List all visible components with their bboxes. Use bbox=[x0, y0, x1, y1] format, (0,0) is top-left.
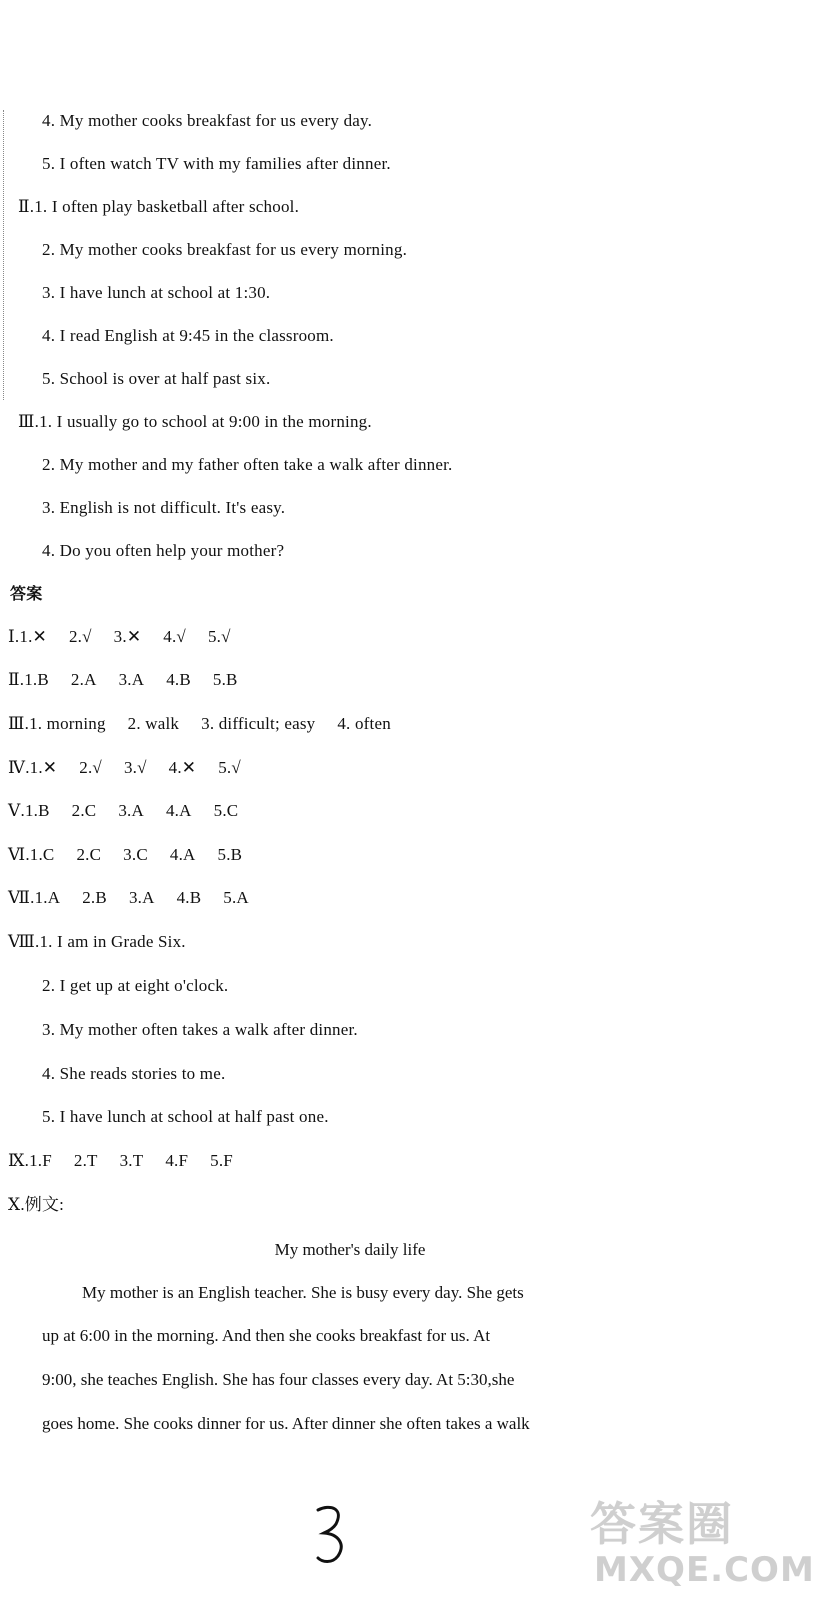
handwritten-three-icon bbox=[308, 1500, 358, 1570]
answer-line: 3. My mother often takes a walk after dinner. bbox=[42, 1020, 358, 1039]
watermark-text: 答案圈 bbox=[590, 1497, 734, 1551]
answer-row-I: Ⅰ.1.✕ 2.√ 3.✕ 4.√ 5.√ bbox=[8, 627, 231, 646]
section-label: Ⅵ bbox=[8, 845, 26, 864]
section-label: Ⅲ bbox=[18, 412, 35, 431]
exercise-line: 2. My mother and my father often take a walk after dinner. bbox=[42, 455, 453, 474]
page-number bbox=[308, 1500, 358, 1570]
answer-row-VII: Ⅶ.1.A 2.B 3.A 4.B 5.A bbox=[8, 888, 249, 907]
answer-row-IX: Ⅸ.1.F 2.T 3.T 4.F 5.F bbox=[8, 1151, 233, 1170]
essay-line: 9:00, she teaches English. She has four classes every day. At 5:30,she bbox=[42, 1370, 515, 1389]
answer-row-X: Ⅹ.例文: bbox=[8, 1195, 65, 1214]
section-label: Ⅰ bbox=[8, 627, 15, 646]
exercise-line: 4. Do you often help your mother? bbox=[42, 541, 285, 560]
section-label: Ⅹ bbox=[8, 1195, 21, 1214]
exercise-line: 4. I read English at 9:45 in the classroom. bbox=[42, 326, 334, 345]
section-label: Ⅷ bbox=[8, 932, 35, 951]
answer-row-II: Ⅱ.1.B 2.A 3.A 4.B 5.B bbox=[8, 670, 238, 689]
essay-line: My mother is an English teacher. She is busy every day. She gets bbox=[82, 1283, 524, 1302]
section-label: Ⅸ bbox=[8, 1151, 25, 1170]
exercise-line: 5. I often watch TV with my families after dinner. bbox=[42, 154, 391, 173]
section-label: Ⅱ bbox=[8, 670, 20, 689]
answer-line: 5. I have lunch at school at half past one. bbox=[42, 1107, 329, 1126]
exercise-line: Ⅲ.1. I usually go to school at 9:00 in the morning. bbox=[18, 412, 372, 431]
essay-title: My mother's daily life bbox=[274, 1240, 426, 1259]
answer-row-VIII: Ⅷ.1. I am in Grade Six. bbox=[8, 932, 186, 951]
watermark-logo bbox=[590, 1488, 815, 1598]
answer-row-IV: Ⅳ.1.✕ 2.√ 3.√ 4.✕ 5.√ bbox=[8, 758, 241, 777]
exercise-line: 2. My mother cooks breakfast for us every morning. bbox=[42, 240, 408, 259]
section-label: Ⅲ bbox=[8, 714, 25, 733]
section-label: Ⅱ bbox=[18, 197, 30, 216]
essay-line: goes home. She cooks dinner for us. After dinner she often takes a walk bbox=[42, 1414, 530, 1433]
watermark-url: MXQE.COM bbox=[594, 1550, 815, 1590]
answer-row-V: Ⅴ.1.B 2.C 3.A 4.A 5.C bbox=[8, 801, 239, 820]
binding-margin-dots bbox=[3, 110, 4, 400]
section-label: Ⅳ bbox=[8, 758, 26, 777]
answer-row-VI: Ⅵ.1.C 2.C 3.C 4.A 5.B bbox=[8, 845, 243, 864]
essay-line: up at 6:00 in the morning. And then she cooks breakfast for us. At bbox=[42, 1326, 491, 1345]
exercise-line: 3. English is not difficult. It's easy. bbox=[42, 498, 286, 517]
exercise-line: 4. My mother cooks breakfast for us every day. bbox=[42, 111, 373, 130]
section-label: Ⅶ bbox=[8, 888, 31, 907]
exercise-line: 5. School is over at half past six. bbox=[42, 369, 271, 388]
exercise-line: 3. I have lunch at school at 1:30. bbox=[42, 283, 271, 302]
exercise-line: Ⅱ.1. I often play basketball after school. bbox=[18, 197, 300, 216]
answer-line: 4. She reads stories to me. bbox=[42, 1064, 226, 1083]
answer-row-III: Ⅲ.1. morning 2. walk 3. difficult; easy 4. often bbox=[8, 714, 391, 733]
answers-heading: 答案 bbox=[10, 584, 43, 603]
answer-line: 2. I get up at eight o'clock. bbox=[42, 976, 229, 995]
section-label: Ⅴ bbox=[8, 801, 21, 820]
